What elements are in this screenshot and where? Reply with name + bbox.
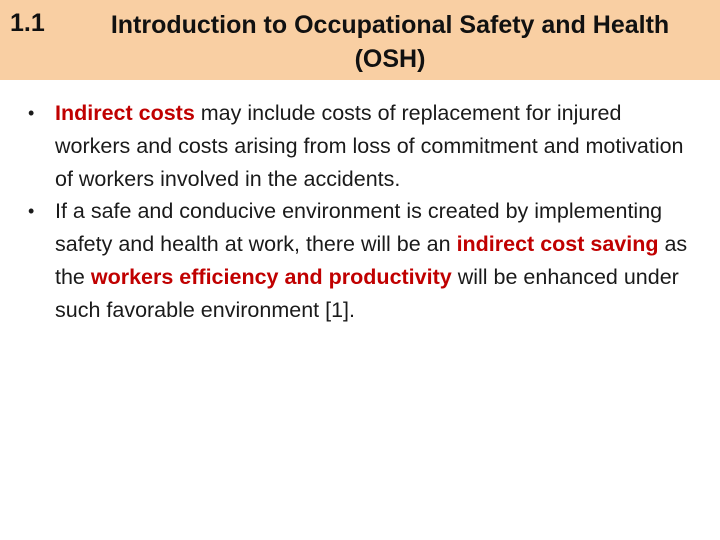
slide-title-line-2: (OSH) (354, 45, 426, 73)
highlight-workers-efficiency: workers efficiency and productivity (90, 264, 452, 289)
slide-title-bar (0, 0, 720, 80)
highlight-indirect-costs: Indirect costs (55, 101, 195, 125)
bullet-item-indirect-costs (28, 97, 698, 195)
bullet-text-part-2: as the (55, 232, 688, 289)
slide-title-line-1: Introduction to Occupational Safety and Health (110, 11, 670, 39)
bullet-list (28, 97, 698, 327)
bullet-text-part-3: will be enhanced under such favorable environment [1]. (55, 264, 679, 322)
bullet-icon: • (28, 103, 35, 123)
slide-title (70, 8, 710, 76)
slide-body (28, 97, 698, 327)
bullet-text-part-1: If a safe and conducive environment is created by implementing safety and health at work, there will be an (55, 199, 663, 257)
bullet-icon: • (28, 201, 35, 222)
bullet-item-cost-saving (28, 195, 698, 326)
highlight-indirect-cost-saving: indirect cost saving (456, 232, 659, 257)
bullet-text: may include costs of replacement for injured workers and costs arising from loss of commitment and motivation of workers involved in the accidents. (55, 101, 684, 191)
section-number: 1.1 (10, 9, 45, 37)
